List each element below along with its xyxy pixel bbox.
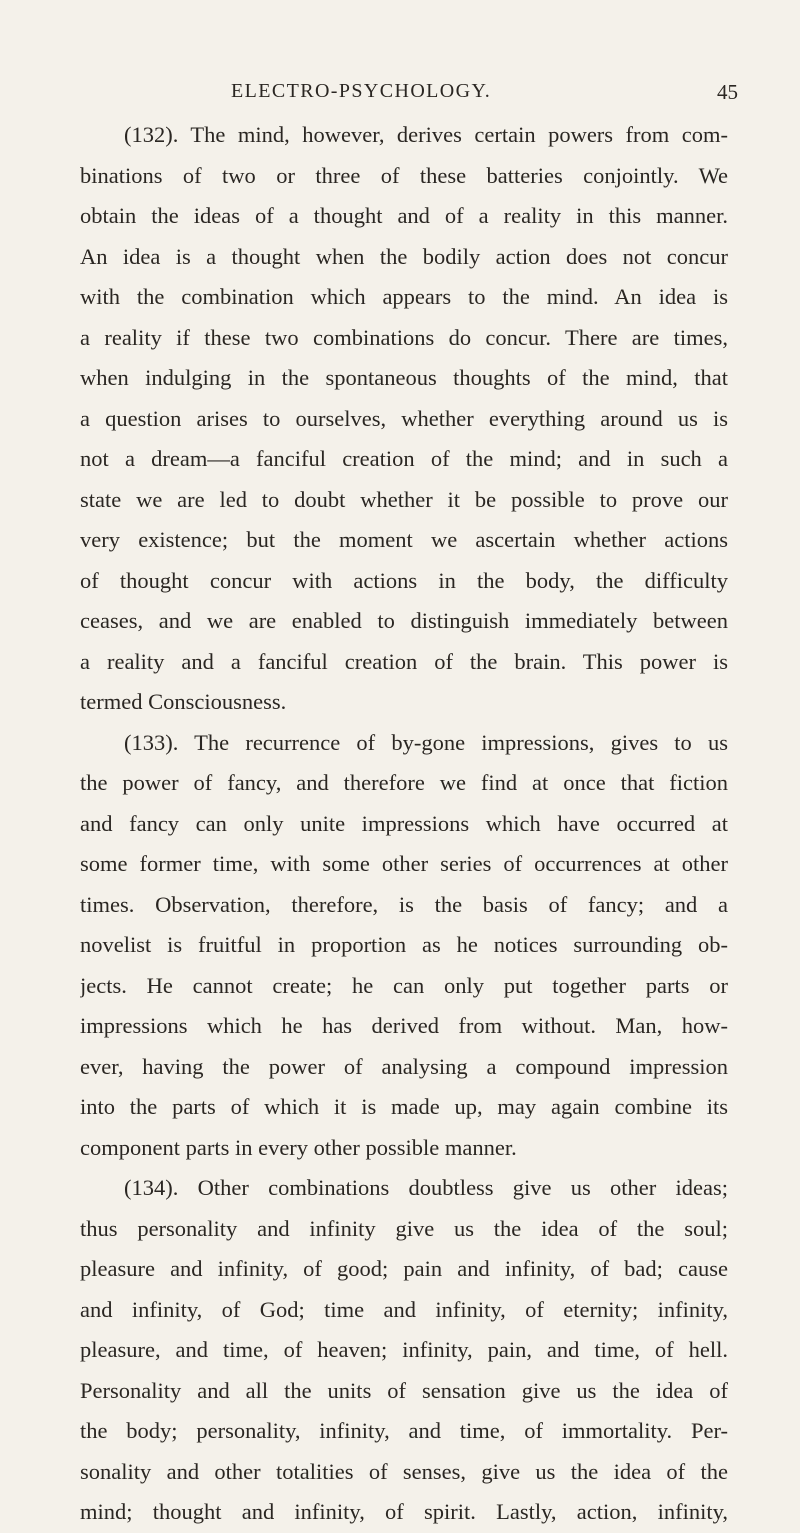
paragraph-132-line: termed Consciousness. bbox=[80, 689, 287, 714]
paragraph-132-line: very existence; but the moment we ascertain whether actions bbox=[80, 527, 728, 552]
paragraph-134-line: mind; thought and infinity, of spirit. Lastly, action, infinity, bbox=[80, 1499, 728, 1524]
paragraph-133-line: jects. He cannot create; he can only put together parts or bbox=[80, 972, 728, 998]
paragraph-133-line: into the parts of which it is made up, may again combine its bbox=[80, 1094, 728, 1119]
paragraph-134-line: and infinity, of God; time and infinity, of eternity; infinity, bbox=[80, 1296, 728, 1322]
paragraph-133-line: times. Observation, therefore, is the basis of fancy; and a bbox=[80, 891, 728, 917]
paragraph-132-line: a reality if these two combinations do concur. There are times, bbox=[80, 324, 728, 350]
paragraph-133-line: novelist is fruitful in proportion as he notices surrounding ob- bbox=[80, 932, 728, 957]
paragraph-132-line: binations of two or three of these batteries conjointly. We bbox=[80, 162, 728, 188]
running-title: ELECTRO-PSYCHOLOGY. bbox=[231, 80, 492, 102]
paragraph-134-line: thus personality and infinity give us the idea of the soul; bbox=[80, 1215, 728, 1241]
paragraph-134-line: pleasure and infinity, of good; pain and infinity, of bad; cause bbox=[80, 1256, 728, 1281]
paragraph-134-line: (134). Other combinations doubtless give us other ideas; bbox=[124, 1175, 728, 1200]
paragraph-133-line: ever, having the power of analysing a compound impression bbox=[80, 1053, 728, 1079]
paragraph-132-line: a question arises to ourselves, whether everything around us is bbox=[80, 405, 728, 431]
paragraph-134-line: the body; personality, infinity, and time, of immortality. Per- bbox=[80, 1418, 728, 1443]
paragraph-132-line: (132). The mind, however, derives certain powers from com- bbox=[124, 122, 728, 147]
paragraph-132-line: ceases, and we are enabled to distinguish immediately between bbox=[80, 608, 728, 633]
paragraph-132-line: of thought concur with actions in the body, the difficulty bbox=[80, 567, 728, 593]
paragraph-133-line: and fancy can only unite impressions which have occurred at bbox=[80, 810, 728, 836]
paragraph-134-line: pleasure, and time, of heaven; infinity, pain, and time, of hell. bbox=[80, 1337, 728, 1362]
running-head bbox=[231, 80, 738, 108]
paragraph-132-line: a reality and a fanciful creation of the brain. This power is bbox=[80, 648, 728, 674]
paragraph-132-line: when indulging in the spontaneous thoughts of the mind, that bbox=[80, 365, 728, 390]
paragraph-132-line: obtain the ideas of a thought and of a reality in this manner. bbox=[80, 203, 728, 228]
paragraph-133-line: some former time, with some other series of occurrences at other bbox=[80, 851, 728, 876]
paragraph-132-line: An idea is a thought when the bodily action does not concur bbox=[80, 243, 728, 269]
paragraph-133-line: (133). The recurrence of by-gone impressions, gives to us bbox=[124, 729, 728, 755]
paragraph-133-line: the power of fancy, and therefore we find at once that fiction bbox=[80, 770, 728, 795]
paragraph-132-line: state we are led to doubt whether it be possible to prove our bbox=[80, 486, 728, 512]
page-number: 45 bbox=[717, 80, 738, 104]
paragraph-133-line: component parts in every other possible manner. bbox=[80, 1134, 517, 1160]
paragraph-132-line: with the combination which appears to the mind. An idea is bbox=[80, 284, 728, 309]
paragraph-132-line: not a dream—a fanciful creation of the mind; and in such a bbox=[80, 446, 728, 471]
paragraph-134-line: Personality and all the units of sensation give us the idea of bbox=[80, 1377, 728, 1403]
paragraph-133-line: impressions which he has derived from without. Man, how- bbox=[80, 1013, 728, 1038]
paragraph-134-line: sonality and other totalities of senses, give us the idea of the bbox=[80, 1458, 728, 1484]
body-text bbox=[80, 115, 728, 1533]
